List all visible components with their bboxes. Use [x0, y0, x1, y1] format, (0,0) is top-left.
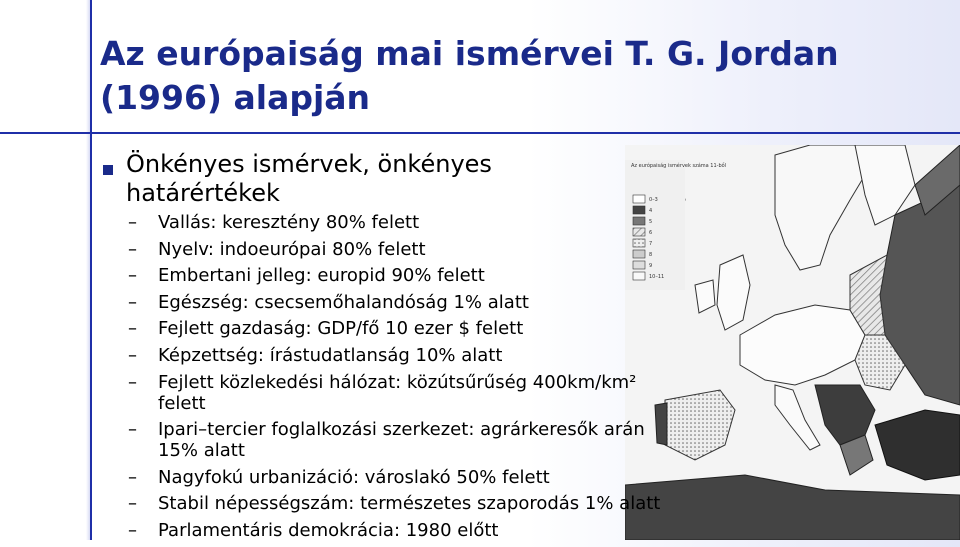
criteria-list-item — [128, 239, 668, 260]
map-legend-label: 5 — [649, 219, 653, 225]
dash-bullet-icon: – — [128, 371, 137, 393]
dash-bullet-icon: – — [128, 318, 137, 340]
criteria-text: Nagyfokú urbanizáció: városlakó 50% felett — [158, 466, 550, 488]
dash-bullet-icon: – — [128, 466, 137, 488]
dash-bullet-icon: – — [128, 419, 137, 441]
criteria-text: Fejlett gazdaság: GDP/fő 10 ezer $ felett — [158, 318, 524, 340]
criteria-text: Képzettség: írástudatlanság 10% alatt — [158, 344, 503, 366]
map-legend-label: 8 — [649, 252, 653, 258]
criteria-list-item — [128, 265, 668, 286]
criteria-text: Fejlett közlekedési hálózat: közútsűrűség 400km/km² felett — [158, 371, 637, 414]
map-legend-label: 9 — [649, 263, 653, 269]
criteria-list-item — [128, 493, 668, 514]
criteria-list-item — [128, 467, 668, 488]
criteria-list-item — [128, 520, 668, 541]
criteria-text: Embertani jelleg: europid 90% felett — [158, 265, 485, 287]
vertical-rule — [90, 0, 92, 540]
criteria-list-item — [128, 212, 668, 233]
dash-bullet-icon: – — [128, 212, 137, 233]
europe-map — [625, 145, 960, 540]
criteria-text: Stabil népességszám: természetes szaporodás 1% alatt — [158, 493, 661, 515]
square-bullet-icon — [103, 165, 113, 175]
criteria-text: Vallás: keresztény 80% felett — [158, 212, 420, 233]
criteria-list-item — [128, 318, 668, 339]
criteria-text: Nyelv: indoeurópai 80% felett — [158, 238, 426, 260]
criteria-list-item — [128, 292, 668, 313]
criteria-list-item — [128, 419, 668, 461]
dash-bullet-icon: – — [128, 238, 137, 260]
criteria-list — [128, 212, 668, 547]
dash-bullet-icon: – — [128, 291, 137, 313]
map-legend-title: Az európaiság ismérvek száma 11-ből — [631, 163, 727, 169]
dash-bullet-icon: – — [128, 265, 137, 287]
dash-bullet-icon: – — [128, 519, 137, 541]
criteria-text: Ipari–tercier foglalkozási szerkezet: agrárkeresők arán 15% alatt — [158, 419, 645, 462]
dash-bullet-icon: – — [128, 493, 137, 515]
criteria-text: Egészség: csecsemőhalandóság 1% alatt — [158, 291, 529, 313]
criteria-list-item — [128, 372, 668, 414]
map-legend-label: 6 — [649, 230, 653, 236]
horizontal-rule — [0, 132, 960, 134]
criteria-list-item — [128, 345, 668, 366]
dash-bullet-icon: – — [128, 344, 137, 366]
map-legend-label: 10–11 — [649, 274, 665, 280]
main-bullet-text: Önkényes ismérvek, önkényes határértékek — [126, 150, 492, 207]
map-legend-label: 0–3 — [649, 197, 658, 203]
map-legend-label: 4 — [649, 208, 653, 214]
slide-title: Az európaiság mai ismérvei T. G. Jordan (1996) alapján — [100, 34, 839, 117]
map-legend-label: 7 — [649, 241, 653, 247]
criteria-text: Parlamentáris demokrácia: 1980 előtt — [158, 519, 499, 541]
